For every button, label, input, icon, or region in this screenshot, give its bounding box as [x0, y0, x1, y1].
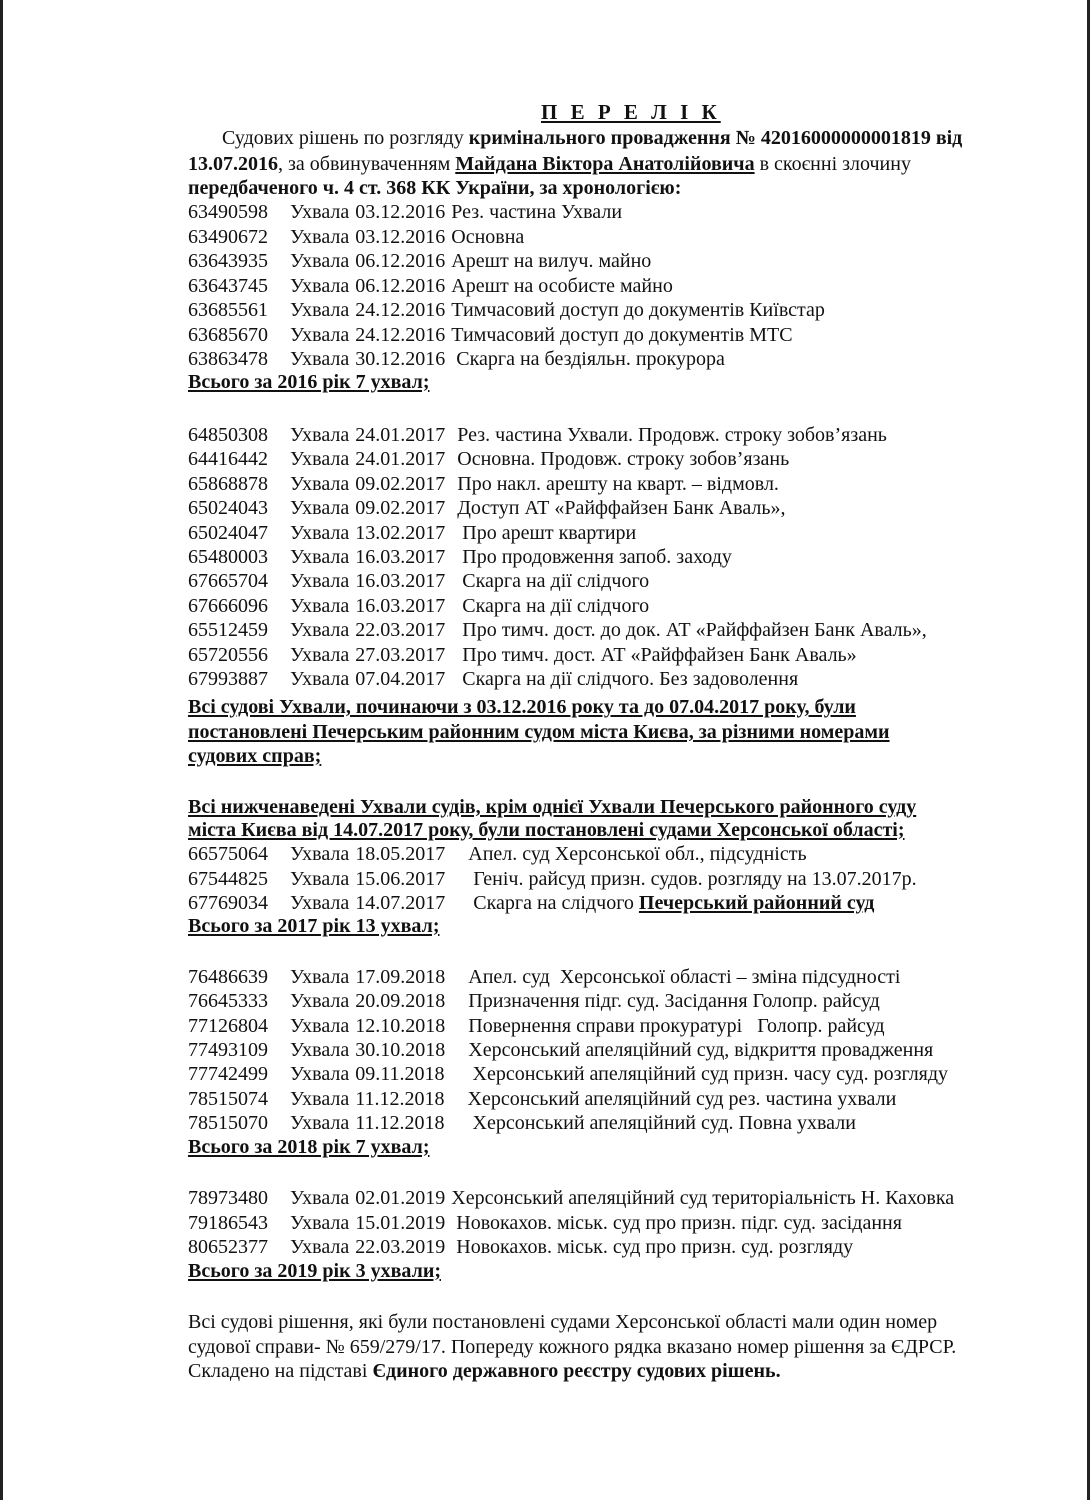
closing-text: Складено на підставі [188, 1360, 373, 1382]
decision-description: Геніч. райсуд призн. судов. розгляду на 13.07.2017р. [463, 867, 917, 890]
decision-row [188, 1111, 856, 1135]
decision-type: Ухвала [290, 1087, 350, 1110]
decision-number: 63685670 [188, 323, 268, 346]
decision-type: Ухвала [290, 299, 350, 321]
decision-row [188, 569, 649, 593]
decision-description: Про арешт квартири [457, 521, 637, 544]
decision-type: Ухвала [290, 201, 350, 223]
decision-row [188, 867, 917, 891]
decision-row [188, 298, 825, 322]
decision-description: Повернення справи прокуратурі Голопр. райсуд [463, 1014, 885, 1037]
decision-date: 15.01.2019 [355, 1211, 446, 1234]
decision-date: 13.02.2017 [355, 521, 446, 544]
decision-date: 12.10.2018 [355, 1014, 446, 1037]
decision-type: Ухвала [290, 497, 350, 520]
decision-number: 64416442 [188, 448, 268, 471]
decision-date: 17.09.2018 [355, 966, 446, 988]
decision-date: 22.03.2017 [355, 619, 446, 642]
decision-date: 15.06.2017 [355, 867, 446, 890]
decision-description: Про тимч. дост. до док. АТ «Райффайзен Банк Аваль», [457, 619, 927, 642]
decision-number: 67544825 [188, 867, 268, 890]
decision-date: 16.03.2017 [355, 546, 446, 568]
decision-number: 78515074 [188, 1087, 268, 1110]
decision-number: 65480003 [188, 546, 268, 568]
decision-row [188, 594, 649, 618]
decision-date: 20.09.2018 [355, 990, 446, 1013]
decision-date: 09.02.2017 [355, 472, 446, 495]
intro-line-3: передбаченого ч. 4 ст. 368 КК України, за хронологією: [188, 177, 682, 199]
decision-row [188, 643, 857, 667]
decision-date: 27.03.2017 [355, 643, 446, 666]
decision-number: 66575064 [188, 843, 268, 865]
decision-number: 67993887 [188, 668, 268, 690]
decision-type: Ухвала [290, 348, 350, 370]
decision-number: 63490672 [188, 225, 268, 248]
decision-type: Ухвала [290, 594, 350, 617]
decision-number: 63643745 [188, 274, 268, 297]
decision-date: 14.07.2017 [355, 892, 446, 914]
decision-type: Ухвала [290, 990, 350, 1013]
decision-type: Ухвала [290, 424, 350, 446]
decision-type: Ухвала [290, 250, 350, 272]
intro-line-1: Судових рішень по розгляду кримінального провадження № 42016000000001819 від [222, 127, 963, 149]
decision-number: 76645333 [188, 990, 268, 1013]
decision-type: Ухвала [290, 1014, 350, 1037]
decision-date: 07.04.2017 [355, 668, 446, 690]
decision-description: Скарга на дії слідчого. Без задоволення [457, 668, 799, 690]
case-date: 13.07.2016 [188, 153, 278, 175]
decision-description: Скарга на бездіяльн. прокурора [451, 348, 725, 370]
note-pechersk-line: судових справ; [188, 745, 322, 767]
decision-description: Апел. суд Херсонської обл., підсудність [463, 843, 807, 865]
decision-date: 11.12.2018 [355, 1087, 445, 1110]
decision-description: Про накл. арешту на кварт. – відмовл. [457, 472, 779, 495]
decision-row [188, 1186, 954, 1210]
decision-type: Ухвала [290, 1063, 350, 1086]
decision-row [188, 1087, 896, 1111]
decision-type: Ухвала [290, 1211, 350, 1234]
decision-description: Апел. суд Херсонської області – зміна підсудності [463, 966, 901, 988]
decision-type: Ухвала [290, 225, 350, 248]
note-pechersk-line: постановлені Печерським районним судом міста Києва, за різними номерами [188, 721, 890, 743]
decision-description: Скарга на дії слідчого [457, 570, 650, 593]
decision-row [188, 1211, 902, 1235]
decision-description: Новокахов. міськ. суд про призн. суд. розгляду [451, 1236, 854, 1258]
decision-row [188, 249, 651, 273]
decision-type: Ухвала [290, 546, 350, 568]
note-kherson-line: Всі нижченаведені Ухвали судів, крім однієї Ухвали Печерського районного суду [188, 796, 917, 818]
decision-description: Про тимч. дост. АТ «Райффайзен Банк Аваль» [457, 643, 857, 666]
decision-row [188, 225, 524, 249]
intro-line-2: 13.07.2016, за обвинуваченням Майдана Віктора Анатолійовича в скоєнні злочину [188, 153, 911, 175]
decision-row [188, 1038, 933, 1062]
decision-row [188, 447, 789, 471]
decision-row [188, 496, 785, 520]
decision-type: Ухвала [290, 570, 350, 593]
closing-line-3 [188, 1359, 781, 1383]
document-title: П Е Р Е Л І К [541, 100, 721, 124]
decision-description: Рез. частина Ухвали. Продовж. строку зобов’язань [457, 424, 887, 446]
decision-date: 06.12.2016 [355, 274, 446, 297]
decision-row [188, 323, 793, 347]
decision-type: Ухвала [290, 966, 350, 988]
decision-description: Основна [451, 225, 525, 248]
decision-type: Ухвала [290, 892, 350, 914]
note-pechersk-line: Всі судові Ухвали, починаючи з 03.12.2016 року та до 07.04.2017 року, були [188, 696, 856, 718]
decision-date: 22.03.2019 [355, 1236, 446, 1258]
decision-row [188, 667, 798, 691]
decision-row [188, 965, 900, 989]
closing-line-2: судової справи- № 659/279/17. Попереду кожного рядка вказано номер рішення за ЄДРСР. [188, 1336, 957, 1358]
decision-date: 06.12.2016 [355, 250, 446, 272]
decision-number: 63863478 [188, 348, 268, 370]
decision-number: 65024043 [188, 497, 268, 520]
decision-row [188, 472, 779, 496]
decision-description: Херсонський апеляційний суд територіальність Н. Каховка [451, 1187, 955, 1209]
decision-date: 16.03.2017 [355, 570, 446, 593]
decision-description: Призначення підг. суд. Засідання Голопр. райсуд [463, 990, 880, 1013]
total-2018: Всього за 2018 рік 7 ухвал; [188, 1136, 430, 1158]
decision-date: 24.01.2017 [355, 448, 446, 471]
decision-description: Тимчасовий доступ до документів Київстар [451, 299, 825, 321]
decision-description: Скарга на дії слідчого [457, 594, 650, 617]
decision-type: Ухвала [290, 1038, 350, 1061]
decision-date: 03.12.2016 [355, 201, 446, 223]
decision-number: 79186543 [188, 1211, 268, 1234]
decision-number: 67769034 [188, 892, 268, 914]
decision-number: 67665704 [188, 570, 268, 593]
decision-number: 63490598 [188, 201, 268, 223]
decision-description: Рез. частина Ухвали [451, 201, 623, 223]
decision-row [188, 989, 880, 1013]
decision-number: 77493109 [188, 1038, 268, 1061]
decision-number: 63643935 [188, 250, 268, 272]
defendant-name: Майдана Віктора Анатолійовича [455, 153, 755, 175]
total-2016: Всього за 2016 рік 7 ухвал; [188, 371, 430, 393]
decision-row [188, 842, 807, 866]
decision-date: 16.03.2017 [355, 594, 446, 617]
decision-type: Ухвала [290, 521, 350, 544]
decision-type: Ухвала [290, 867, 350, 890]
decision-row [188, 423, 887, 447]
decision-description: Херсонський апеляційний суд рез. частина ухвали [462, 1087, 897, 1110]
decision-number: 77126804 [188, 1014, 268, 1037]
decision-number: 65720556 [188, 643, 268, 666]
decision-number: 65024047 [188, 521, 268, 544]
decision-date: 02.01.2019 [355, 1187, 446, 1209]
decision-description: Про продовження запоб. заходу [457, 546, 732, 568]
registry-name: Єдиного державного реєстру судових рішень. [372, 1360, 781, 1382]
case-number: кримінального провадження № 42016000000001819 від [468, 127, 963, 149]
decision-number: 63685561 [188, 299, 268, 321]
decision-description: Новокахов. міськ. суд про призн. підг. суд. засідання [451, 1211, 902, 1234]
decision-type: Ухвала [290, 1187, 350, 1209]
decision-description: Херсонський апеляційний суд. Повна ухвали [462, 1111, 856, 1134]
decision-number: 80652377 [188, 1236, 268, 1258]
decision-number: 76486639 [188, 966, 268, 988]
decision-type: Ухвала [290, 643, 350, 666]
decision-number: 64850308 [188, 424, 268, 446]
decision-description: Основна. Продовж. строку зобов’язань [457, 448, 790, 471]
decision-type: Ухвала [290, 472, 350, 495]
decision-type: Ухвала [290, 619, 350, 642]
decision-date: 24.01.2017 [355, 424, 446, 446]
decision-date: 24.12.2016 [355, 299, 446, 321]
decision-row [188, 521, 636, 545]
decision-description: Херсонський апеляційний суд, відкриття провадження [463, 1038, 934, 1061]
total-2019: Всього за 2019 рік 3 ухвали; [188, 1260, 441, 1282]
closing-line-1: Всі судові рішення, які були постановлені судами Херсонської області мали один номер [188, 1311, 938, 1333]
decision-type: Ухвала [290, 274, 350, 297]
decision-description: Арешт на особисте майно [451, 274, 673, 297]
decision-description: Херсонський апеляційний суд призн. часу суд. розгляду [462, 1063, 949, 1086]
decision-row [188, 274, 673, 298]
decision-number: 65868878 [188, 472, 268, 495]
decision-date: 30.12.2016 [355, 348, 446, 370]
decision-date: 09.11.2018 [355, 1063, 445, 1086]
decision-row [188, 347, 725, 371]
decision-number: 78973480 [188, 1187, 268, 1209]
decision-type: Ухвала [290, 843, 350, 865]
decision-row [188, 618, 927, 642]
decision-type: Ухвала [290, 1236, 350, 1258]
decision-description: Тимчасовий доступ до документів МТС [451, 323, 793, 346]
decision-description: Доступ АТ «Райффайзен Банк Аваль», [457, 497, 786, 520]
decision-row [188, 1235, 853, 1259]
decision-date: 03.12.2016 [355, 225, 446, 248]
decision-date: 18.05.2017 [355, 843, 446, 865]
decision-row [188, 200, 622, 224]
decision-row [188, 545, 732, 569]
decision-row [188, 1062, 948, 1086]
decision-date: 09.02.2017 [355, 497, 446, 520]
decision-number: 65512459 [188, 619, 268, 642]
court-name: Печерський районний суд [638, 892, 875, 914]
decision-type: Ухвала [290, 448, 350, 471]
note-kherson-line: міста Києва від 14.07.2017 року, були постановлені судами Херсонської області; [188, 819, 905, 841]
decision-date: 24.12.2016 [355, 323, 446, 346]
decision-type: Ухвала [290, 323, 350, 346]
decision-row [188, 891, 874, 915]
decision-number: 78515070 [188, 1111, 268, 1134]
decision-number: 77742499 [188, 1063, 268, 1086]
decision-type: Ухвала [290, 668, 350, 690]
decision-type: Ухвала [290, 1111, 350, 1134]
decision-description: Арешт на вилуч. майно [451, 250, 652, 272]
total-2017: Всього за 2017 рік 13 ухвал; [188, 915, 440, 937]
decision-number: 67666096 [188, 594, 268, 617]
decision-date: 30.10.2018 [355, 1038, 446, 1061]
decision-row [188, 1014, 885, 1038]
decision-date: 11.12.2018 [355, 1111, 445, 1134]
decision-description: Скарга на слідчого [463, 892, 639, 914]
